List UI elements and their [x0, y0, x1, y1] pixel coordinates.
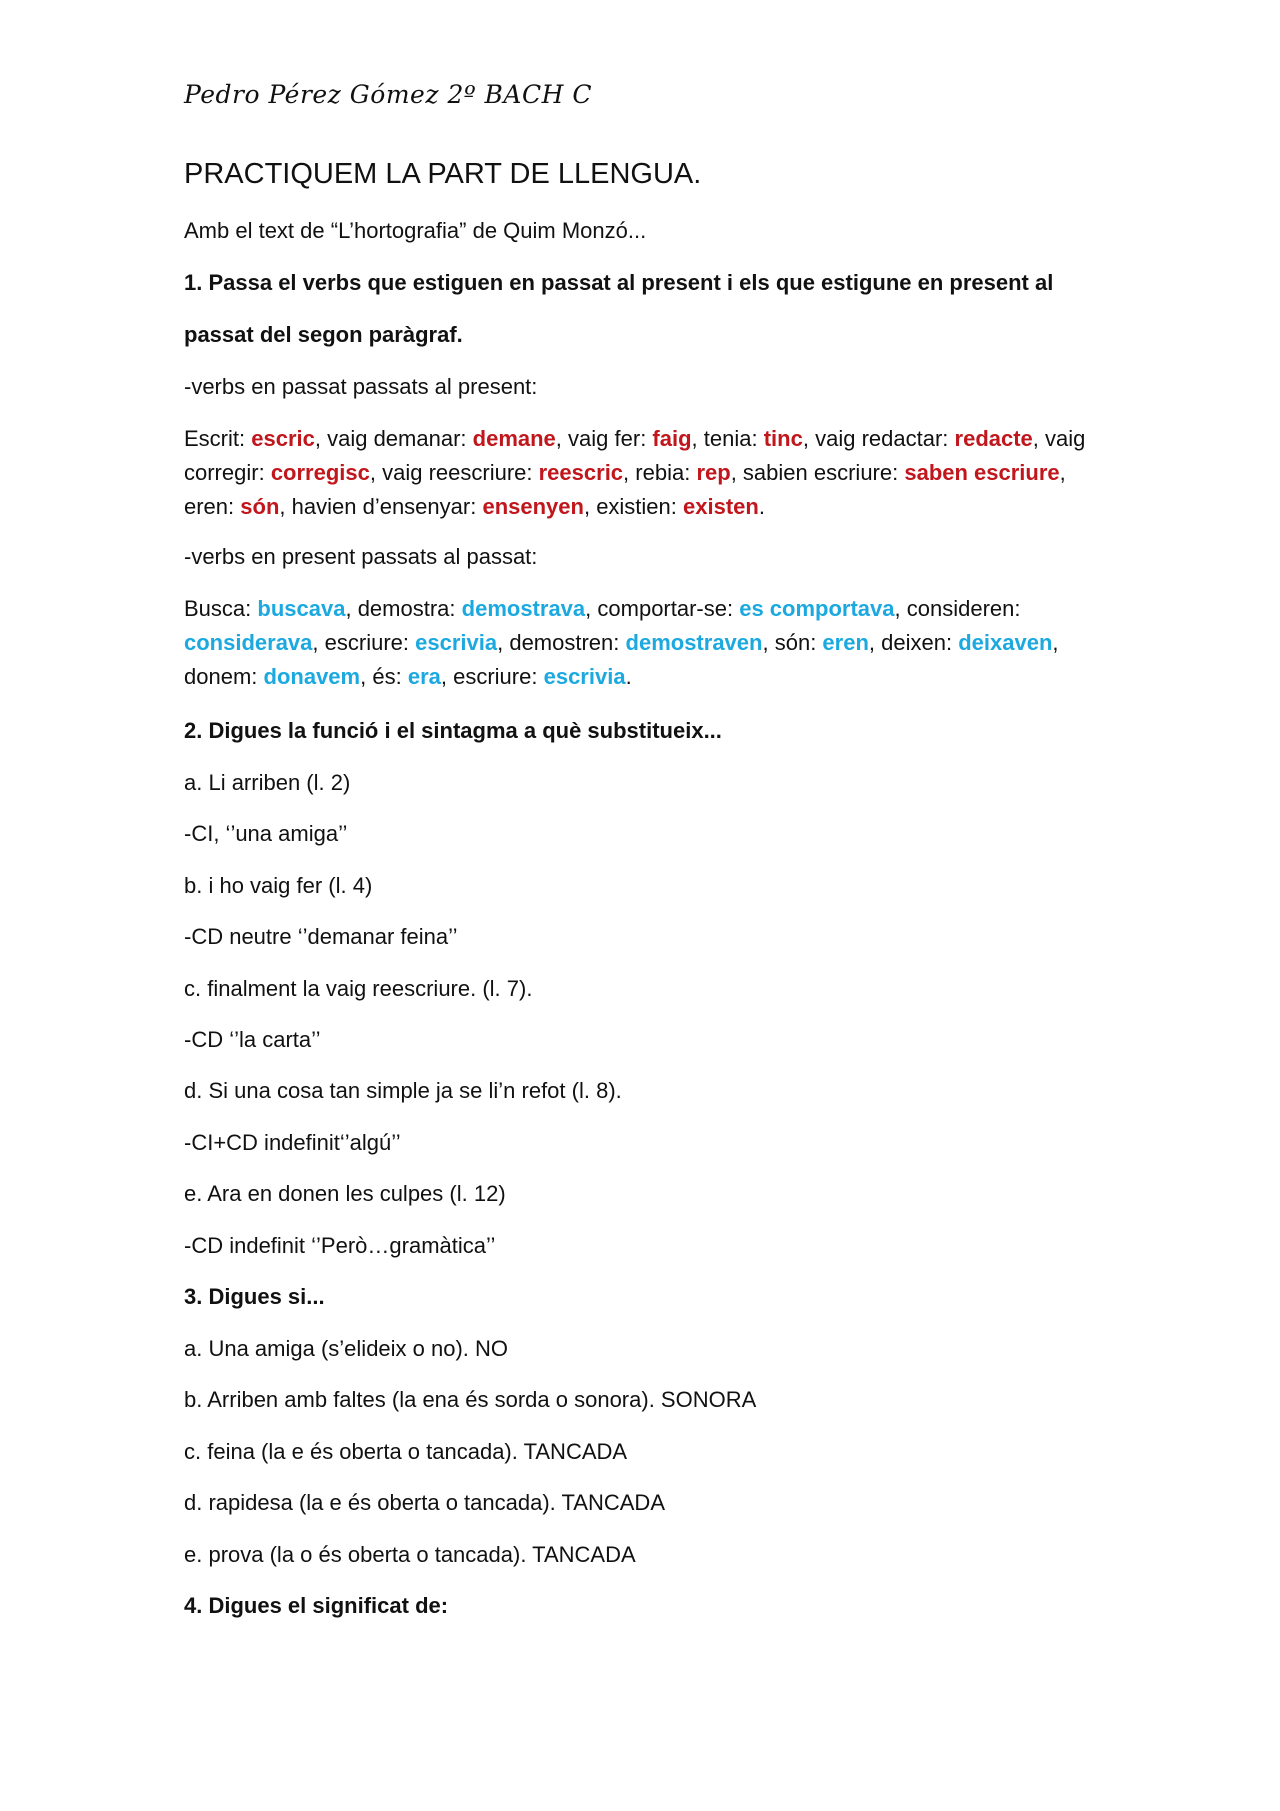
verb-converted: redacte — [954, 426, 1033, 451]
author-header: Pedro Pérez Gómez 2º BACH C — [184, 80, 592, 109]
verb-original: rebia — [635, 460, 685, 485]
verb-converted: demostraven — [625, 630, 763, 655]
verb-original: existien — [596, 494, 671, 519]
verb-converted: escrivia — [543, 664, 626, 689]
verb-original: deixen — [881, 630, 946, 655]
page-title: PRACTIQUEM LA PART DE LLENGUA. — [184, 158, 702, 190]
past-to-present-list: Escrit: escric, vaig demanar: demane, vaig fer: faig, tenia: tinc, vaig redactar: redacte, vaig corregir: corregisc, vaig reescriure: reescric, rebia: rep, sabien escriure: saben escriure, eren: són, havien d’ensenyar: ensenyen, existien: existen. — [184, 426, 1086, 519]
q2-line: a. Li arriben (l. 2) — [184, 770, 351, 795]
verb-original: vaig reescriure — [382, 460, 527, 485]
verb-converted: ensenyen — [482, 494, 584, 519]
verb-converted: eren — [822, 630, 869, 655]
present-to-past-list: Busca: buscava, demostra: demostrava, comportar-se: es comportava, consideren: considerava, escriure: escrivia, demostren: demostraven, són: eren, deixen: deixaven, donem: donavem, és: era, escriure: escrivia. — [184, 596, 1059, 689]
verb-original: Escrit — [184, 426, 239, 451]
q1-heading-line1: 1. Passa el verbs que estiguen en passat al present i els que estigune en present al — [184, 270, 1054, 295]
verb-original: eren — [184, 494, 229, 519]
verb-converted: són — [240, 494, 280, 519]
intro-text: Amb el text de “L’hortografia” de Quim Monzó... — [184, 218, 647, 243]
verb-original: demostren — [509, 630, 614, 655]
verb-original: és — [372, 664, 396, 689]
q2-line: b. i ho vaig fer (l. 4) — [184, 872, 373, 898]
q2-line: e. Ara en donen les culpes (l. 12) — [184, 1181, 506, 1207]
verb-converted: saben escriure — [904, 460, 1060, 485]
verb-original: consideren — [906, 596, 1015, 621]
verb-converted: faig — [652, 426, 692, 451]
verb-original: comportar-se — [597, 596, 727, 621]
q1-sub-past: -verbs en passat passats al present: — [184, 374, 538, 399]
q3-line: b. Arriben amb faltes (la ena és sorda o sonora). SONORA — [184, 1387, 757, 1413]
q2-line: -CI+CD indefinit‘’algú’’ — [184, 1129, 401, 1155]
verb-converted: buscava — [257, 596, 346, 621]
verb-original: són — [774, 630, 811, 655]
q3-line: a. Una amiga (s’elideix o no). NO — [184, 1336, 509, 1361]
verb-original: escriure — [324, 630, 403, 655]
q2-line: -CD ‘’la carta’’ — [184, 1027, 321, 1052]
verb-converted: deixaven — [958, 630, 1053, 655]
q4-heading: 4. Digues el significat de: — [184, 1593, 449, 1618]
q1-sub-present: -verbs en present passats al passat: — [184, 544, 538, 569]
verb-converted: demane — [472, 426, 556, 451]
verb-original: demostra — [357, 596, 450, 621]
verb-converted: donavem — [263, 664, 361, 689]
verb-original: vaig redactar — [815, 426, 943, 451]
q3-line: d. rapidesa (la e és oberta o tancada). TANCADA — [184, 1490, 665, 1516]
q2-line: -CI, ‘’una amiga’’ — [184, 821, 348, 847]
verb-original: Busca — [184, 596, 246, 621]
q2-line: c. finalment la vaig reescriure. (l. 7). — [184, 975, 533, 1001]
verb-original: tenia — [703, 426, 752, 451]
verb-converted: es comportava — [739, 596, 895, 621]
verb-original: escriure — [453, 664, 532, 689]
verb-converted: rep — [696, 460, 731, 485]
q2-line: -CD indefinit ‘’Però…gramàtica’’ — [184, 1232, 496, 1258]
q2-heading: 2. Digues la funció i el sintagma a què substitueix... — [184, 718, 722, 743]
verb-original: havien d’ensenyar — [291, 494, 471, 519]
verb-converted: corregisc — [270, 460, 370, 485]
verb-original: vaig fer — [568, 426, 641, 451]
verb-converted: demostrava — [461, 596, 586, 621]
verb-converted: escric — [251, 426, 315, 451]
verb-converted: existen — [683, 494, 759, 519]
q3-heading: 3. Digues si... — [184, 1284, 325, 1309]
q3-line: e. prova (la o és oberta o tancada). TANCADA — [184, 1541, 636, 1567]
q2-line: -CD neutre ‘’demanar feina’’ — [184, 924, 458, 950]
verb-original: vaig corregir — [184, 426, 1086, 485]
verb-converted: reescric — [538, 460, 624, 485]
verb-converted: era — [407, 664, 441, 689]
verb-converted: tinc — [763, 426, 803, 451]
q2-line: d. Si una cosa tan simple ja se li’n refot (l. 8). — [184, 1078, 622, 1104]
verb-converted: escrivia — [415, 630, 498, 655]
q1-heading-line2: passat del segon paràgraf. — [184, 322, 463, 347]
verb-original: vaig demanar — [327, 426, 461, 451]
verb-original: sabien escriure — [742, 460, 893, 485]
verb-converted: considerava — [184, 630, 313, 655]
verb-original: donem — [184, 664, 252, 689]
q3-line: c. feina (la e és oberta o tancada). TANCADA — [184, 1438, 628, 1464]
